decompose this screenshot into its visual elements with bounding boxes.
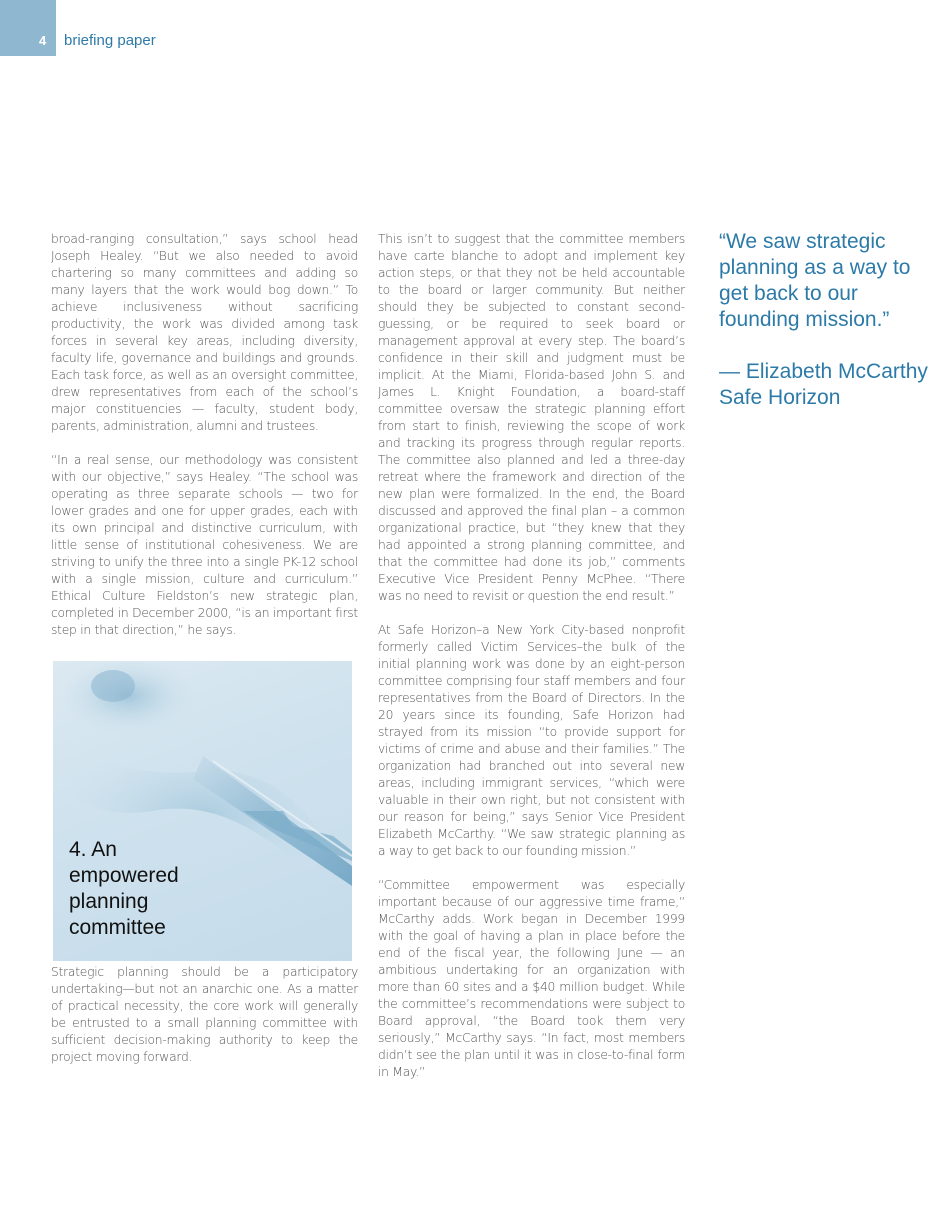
caption-line: committee <box>69 916 166 939</box>
page-number: 4 <box>39 33 47 48</box>
key-hole-shadow <box>91 670 135 702</box>
section-figure <box>53 661 352 961</box>
body-paragraph: “In a real sense, our methodology was consistent with our objective,” says Healey. “The school was operating as three separate schools — two for lower grades and one for upper grades, each with its own principal and distinctive curriculum, with little sense of institutional cohesiveness. We are striving to unify the three into a single PK-12 school with a single mission, culture and curriculum.” Ethical Culture Fieldston’s new strategic plan, completed in December 2000, “is an important first step in that direction,” he says. <box>51 453 358 637</box>
body-paragraph: At Safe Horizon–a New York City-based nonprofit formerly called Victim Services–the bulk of the initial planning work was done by an eight-person committee comprising four staff members and four representatives from the Board of Directors. In the 20 years since its founding, Safe Horizon had strayed from its mission “to provide support for victims of crime and abuse and their families.” The organization had branched out into several new areas, including immigrant services, “which were valuable in their own right, but not consistent with our reason for being,” says Senior Vice President Elizabeth McCarthy. “We saw strategic planning as a way to get back to our founding mission.” <box>378 623 685 858</box>
body-paragraph: broad-ranging consultation,” says school head Joseph Healey. “But we also needed to avoid chartering so many committees and adding so many layers that the work would bog down.” To achieve inclusiveness without sacrificing productivity, the work was divided among task forces in several key areas, including diversity, faculty life, governance and buildings and grounds. Each task force, as well as an oversight committee, drew representatives from each of the school’s major constituencies — faculty, student body, parents, administration, alumni and trustees. <box>51 232 358 433</box>
pull-quote-attribution-org: Safe Horizon <box>719 386 841 409</box>
body-paragraph: “Committee empowerment was especially important because of our aggressive time frame,” McCarthy adds. Work began in December 1999 with the goal of having a plan in place before the end of the fiscal year, the following June — an ambitious undertaking for an organization with more than 60 sites and a $40 million budget. While the committee’s recommendations were subject to Board approval, “the Board took them very seriously,” McCarthy says. “In fact, most members didn’t see the plan until it was in close-to-final form in May.” <box>378 878 685 1079</box>
pull-quote-text: “We saw strategic planning as a way to get back to our founding mission.” <box>719 230 911 331</box>
body-paragraph: Strategic planning should be a participatory undertaking—but not an anarchic one. As a matter of practical necessity, the core work will generally be entrusted to a small planning committee with sufficient decision-making authority to keep the project moving forward. <box>51 965 358 1064</box>
pull-quote-attribution-name: — Elizabeth McCarthy <box>719 360 928 383</box>
caption-line: planning <box>69 890 149 913</box>
caption-line: 4. An <box>69 838 117 861</box>
body-paragraph: This isn’t to suggest that the committee members have carte blanche to adopt and implement key action steps, or that they not be held accountable to the board or larger community. But neither should they be subjected to constant second-guessing, or be required to seek board or management approval at every step. The board’s confidence in their skill and judgment must be implicit. At the Miami, Florida-based John S. and James L. Knight Foundation, a board-staff committee oversaw the strategic planning effort from start to finish, reviewing the scope of work and tracking its progress through regular reports. The committee also planned and led a three-day retreat where the framework and direction of the new plan were formalized. In the end, the Board discussed and approved the final plan – a common organizational practice, but “they knew that they had appointed a strong planning committee, and that the committee had done its job,” comments Executive Vice President Penny McPhee. “There was no need to revisit or question the end result.” <box>378 232 685 603</box>
column-1 <box>51 231 358 639</box>
pull-quote <box>719 229 929 411</box>
key-head-blur <box>58 661 198 736</box>
caption-line: empowered <box>69 864 179 887</box>
column-1-continued <box>51 964 358 1066</box>
column-2 <box>378 231 685 1081</box>
figure-caption <box>69 837 269 941</box>
page-number-tab <box>0 0 56 56</box>
running-head: briefing paper <box>64 32 156 49</box>
